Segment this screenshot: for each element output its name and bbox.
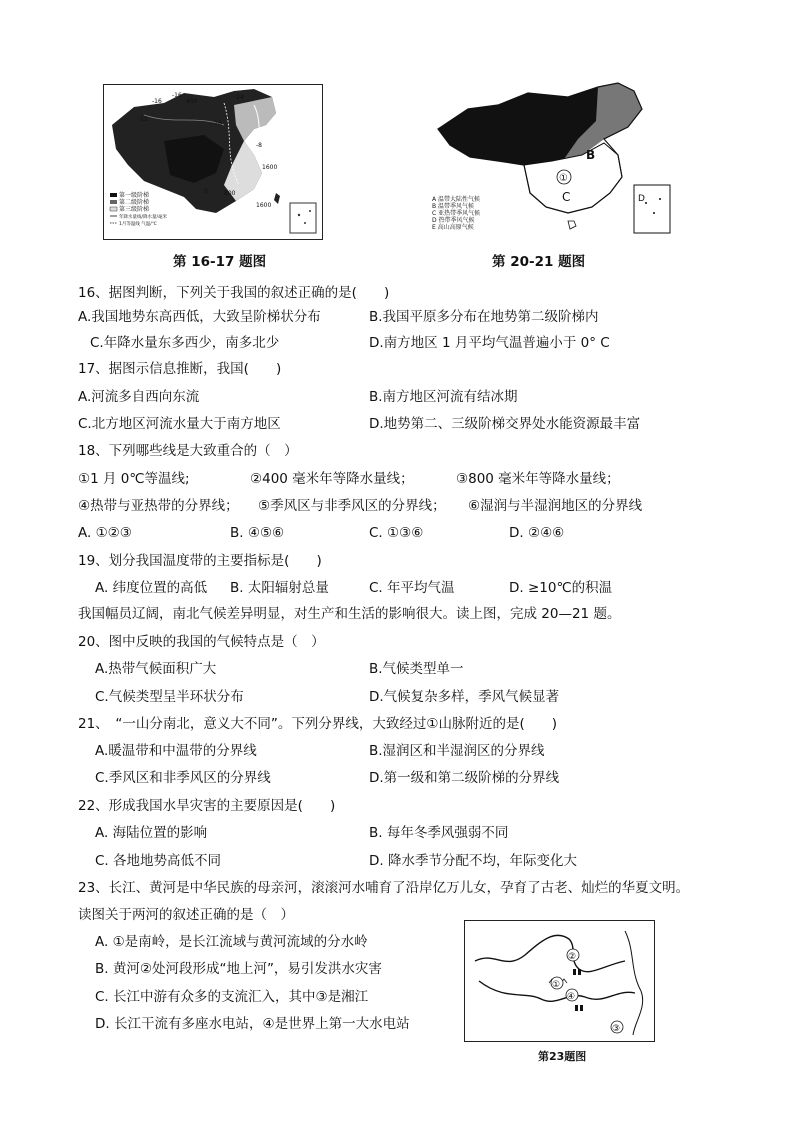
question-22-stem: 22、形成我国水旱灾害的主要原因是( ) bbox=[78, 798, 336, 814]
svg-text:0: 0 bbox=[204, 188, 208, 195]
label-2: ② bbox=[568, 952, 577, 962]
q18-item-1: ①1 月 0℃等温线; bbox=[78, 471, 190, 487]
q23-option-d: D. 长江干流有多座水电站，④是世界上第一大水电站 bbox=[95, 1016, 410, 1032]
rivers-map-graphic bbox=[465, 921, 654, 1041]
svg-text:-8: -8 bbox=[182, 164, 188, 171]
legend-item-1: 第一级阶梯 bbox=[119, 192, 150, 199]
question-23-stem: 23、长江、黄河是中华民族的母亲河，滚滚河水哺育了沿岸亿万儿女，孕育了古老、灿烂的华夏文明。 bbox=[78, 880, 690, 896]
q18-item-4: ④热带与亚热带的分界线； bbox=[78, 498, 239, 514]
question-21-stem: 21、 “一山分南北，意义大不同”。下列分界线，大致经过①山脉附近的是( ) bbox=[78, 716, 558, 732]
terrain-map-graphic bbox=[104, 85, 322, 239]
svg-text:-16: -16 bbox=[152, 98, 162, 105]
q19-option-d: D. ≥10℃的积温 bbox=[509, 580, 613, 596]
q17-option-a: A.河流多自西向东流 bbox=[78, 389, 200, 405]
intro-20-21: 我国幅员辽阔，南北气候差异明显，对生产和生活的影响很大。读上图，完成 20—21 题。 bbox=[78, 606, 621, 622]
legend-item-2: 第二级阶梯 bbox=[119, 199, 150, 206]
q21-option-a: A.暖温带和中温带的分界线 bbox=[95, 743, 257, 759]
q22-option-d: D. 降水季节分配不均，年际变化大 bbox=[369, 853, 577, 869]
question-18-stem: 18、下列哪些线是大致重合的（ ） bbox=[78, 443, 298, 459]
climate-legend-d: D 热带季风气候 bbox=[432, 217, 475, 224]
map1-caption: 第 16-17 题图 bbox=[173, 254, 267, 270]
map3-caption: 第23题图 bbox=[538, 1050, 587, 1063]
label-1: ① bbox=[552, 980, 561, 990]
q22-option-b: B. 每年冬季风强弱不同 bbox=[369, 825, 509, 841]
q18-item-2: ②400 毫米年等降水量线； bbox=[250, 471, 414, 487]
climate-map-graphic bbox=[428, 81, 674, 236]
label-circle-1: ① bbox=[559, 173, 568, 184]
terrain-precipitation-map bbox=[103, 84, 323, 240]
svg-text:800: 800 bbox=[224, 190, 236, 197]
q16-option-a: A.我国地势东高西低，大致呈阶梯状分布 bbox=[78, 309, 321, 325]
climate-legend-e: E 高山高原气候 bbox=[432, 224, 474, 231]
legend-item-3: 第三级阶梯 bbox=[119, 206, 150, 213]
q19-option-b: B. 太阳辐射总量 bbox=[230, 580, 329, 596]
svg-text:400: 400 bbox=[186, 98, 198, 105]
svg-text:1600: 1600 bbox=[256, 202, 272, 209]
label-b: B bbox=[586, 148, 596, 162]
q23-option-b: B. 黄河②处河段形成“地上河”，易引发洪水灾害 bbox=[95, 961, 382, 977]
map2-caption: 第 20-21 题图 bbox=[492, 254, 586, 270]
q22-option-c: C. 各地地势高低不同 bbox=[95, 853, 222, 869]
label-3: ③ bbox=[612, 1024, 621, 1034]
q20-option-c: C.气候类型呈半环状分布 bbox=[95, 689, 244, 705]
q21-option-c: C.季风区和非季风区的分界线 bbox=[95, 770, 271, 786]
q23-option-c: C. 长江中游有众多的支流汇入，其中③是湘江 bbox=[95, 989, 369, 1005]
q18-option-c: C. ①③⑥ bbox=[369, 525, 424, 541]
q16-option-d: D.南方地区 1 月平均气温普遍小于 0° C bbox=[369, 335, 610, 351]
q17-option-c: C.北方地区河流水量大于南方地区 bbox=[78, 416, 281, 432]
legend-item-5: 1月等温线 气温/℃ bbox=[119, 222, 157, 227]
q20-option-d: D.气候复杂多样，季风气候显著 bbox=[369, 689, 560, 705]
q18-option-d: D. ②④⑥ bbox=[509, 525, 565, 541]
q17-option-b: B.南方地区河流有结冰期 bbox=[369, 389, 518, 405]
q18-option-a: A. ①②③ bbox=[78, 525, 132, 541]
climate-type-map bbox=[428, 81, 674, 236]
question-16-stem: 16、据图判断，下列关于我国的叙述正确的是( ) bbox=[78, 285, 390, 301]
label-c: C bbox=[562, 190, 571, 204]
question-19-stem: 19、划分我国温度带的主要指标是( ) bbox=[78, 553, 322, 569]
q19-option-c: C. 年平均气温 bbox=[369, 580, 455, 596]
q18-item-3: ③800 毫米年等降水量线； bbox=[456, 471, 620, 487]
svg-text:-24: -24 bbox=[234, 94, 244, 101]
label-4: ④ bbox=[567, 992, 576, 1002]
q20-option-b: B.气候类型单一 bbox=[369, 661, 464, 677]
question-17-stem: 17、据图示信息推断，我国( ) bbox=[78, 361, 282, 377]
svg-text:-12: -12 bbox=[138, 116, 148, 123]
q20-option-a: A.热带气候面积广大 bbox=[95, 661, 217, 677]
rivers-map bbox=[464, 920, 655, 1042]
label-d: D bbox=[638, 194, 645, 204]
q21-option-d: D.第一级和第二级阶梯的分界线 bbox=[369, 770, 560, 786]
svg-text:-16: -16 bbox=[172, 92, 182, 99]
q16-option-b: B.我国平原多分布在地势第二级阶梯内 bbox=[369, 309, 599, 325]
svg-text:1600: 1600 bbox=[262, 164, 278, 171]
q17-option-d: D.地势第二、三级阶梯交界处水能资源最丰富 bbox=[369, 416, 641, 432]
q23-option-a: A. ①是南岭，是长江流域与黄河流域的分水岭 bbox=[95, 934, 368, 950]
q18-item-6: ⑥湿润与半湿润地区的分界线 bbox=[468, 498, 643, 514]
svg-text:-8: -8 bbox=[256, 142, 262, 149]
q18-item-5: ⑤季风区与非季风区的分界线； bbox=[258, 498, 446, 514]
climate-legend-b: B 温带季风气候 bbox=[432, 203, 475, 210]
climate-legend-c: C 亚热带季风气候 bbox=[432, 210, 481, 217]
q22-option-a: A. 海陆位置的影响 bbox=[95, 825, 208, 841]
q16-option-c: C.年降水量东多西少，南多北少 bbox=[90, 335, 280, 351]
question-23-stem2: 读图关于两河的叙述正确的是（ ） bbox=[78, 907, 294, 923]
q21-option-b: B.湿润区和半湿润区的分界线 bbox=[369, 743, 545, 759]
q19-option-a: A. 纬度位置的高低 bbox=[95, 580, 208, 596]
q18-option-b: B. ④⑤⑥ bbox=[230, 525, 285, 541]
svg-text:-16: -16 bbox=[212, 120, 222, 127]
question-20-stem: 20、图中反映的我国的气候特点是（ ） bbox=[78, 634, 325, 650]
climate-legend-a: A 温带大陆性气候 bbox=[432, 196, 481, 203]
legend-item-4: 年降水量线/降水量/毫米 bbox=[119, 215, 168, 220]
